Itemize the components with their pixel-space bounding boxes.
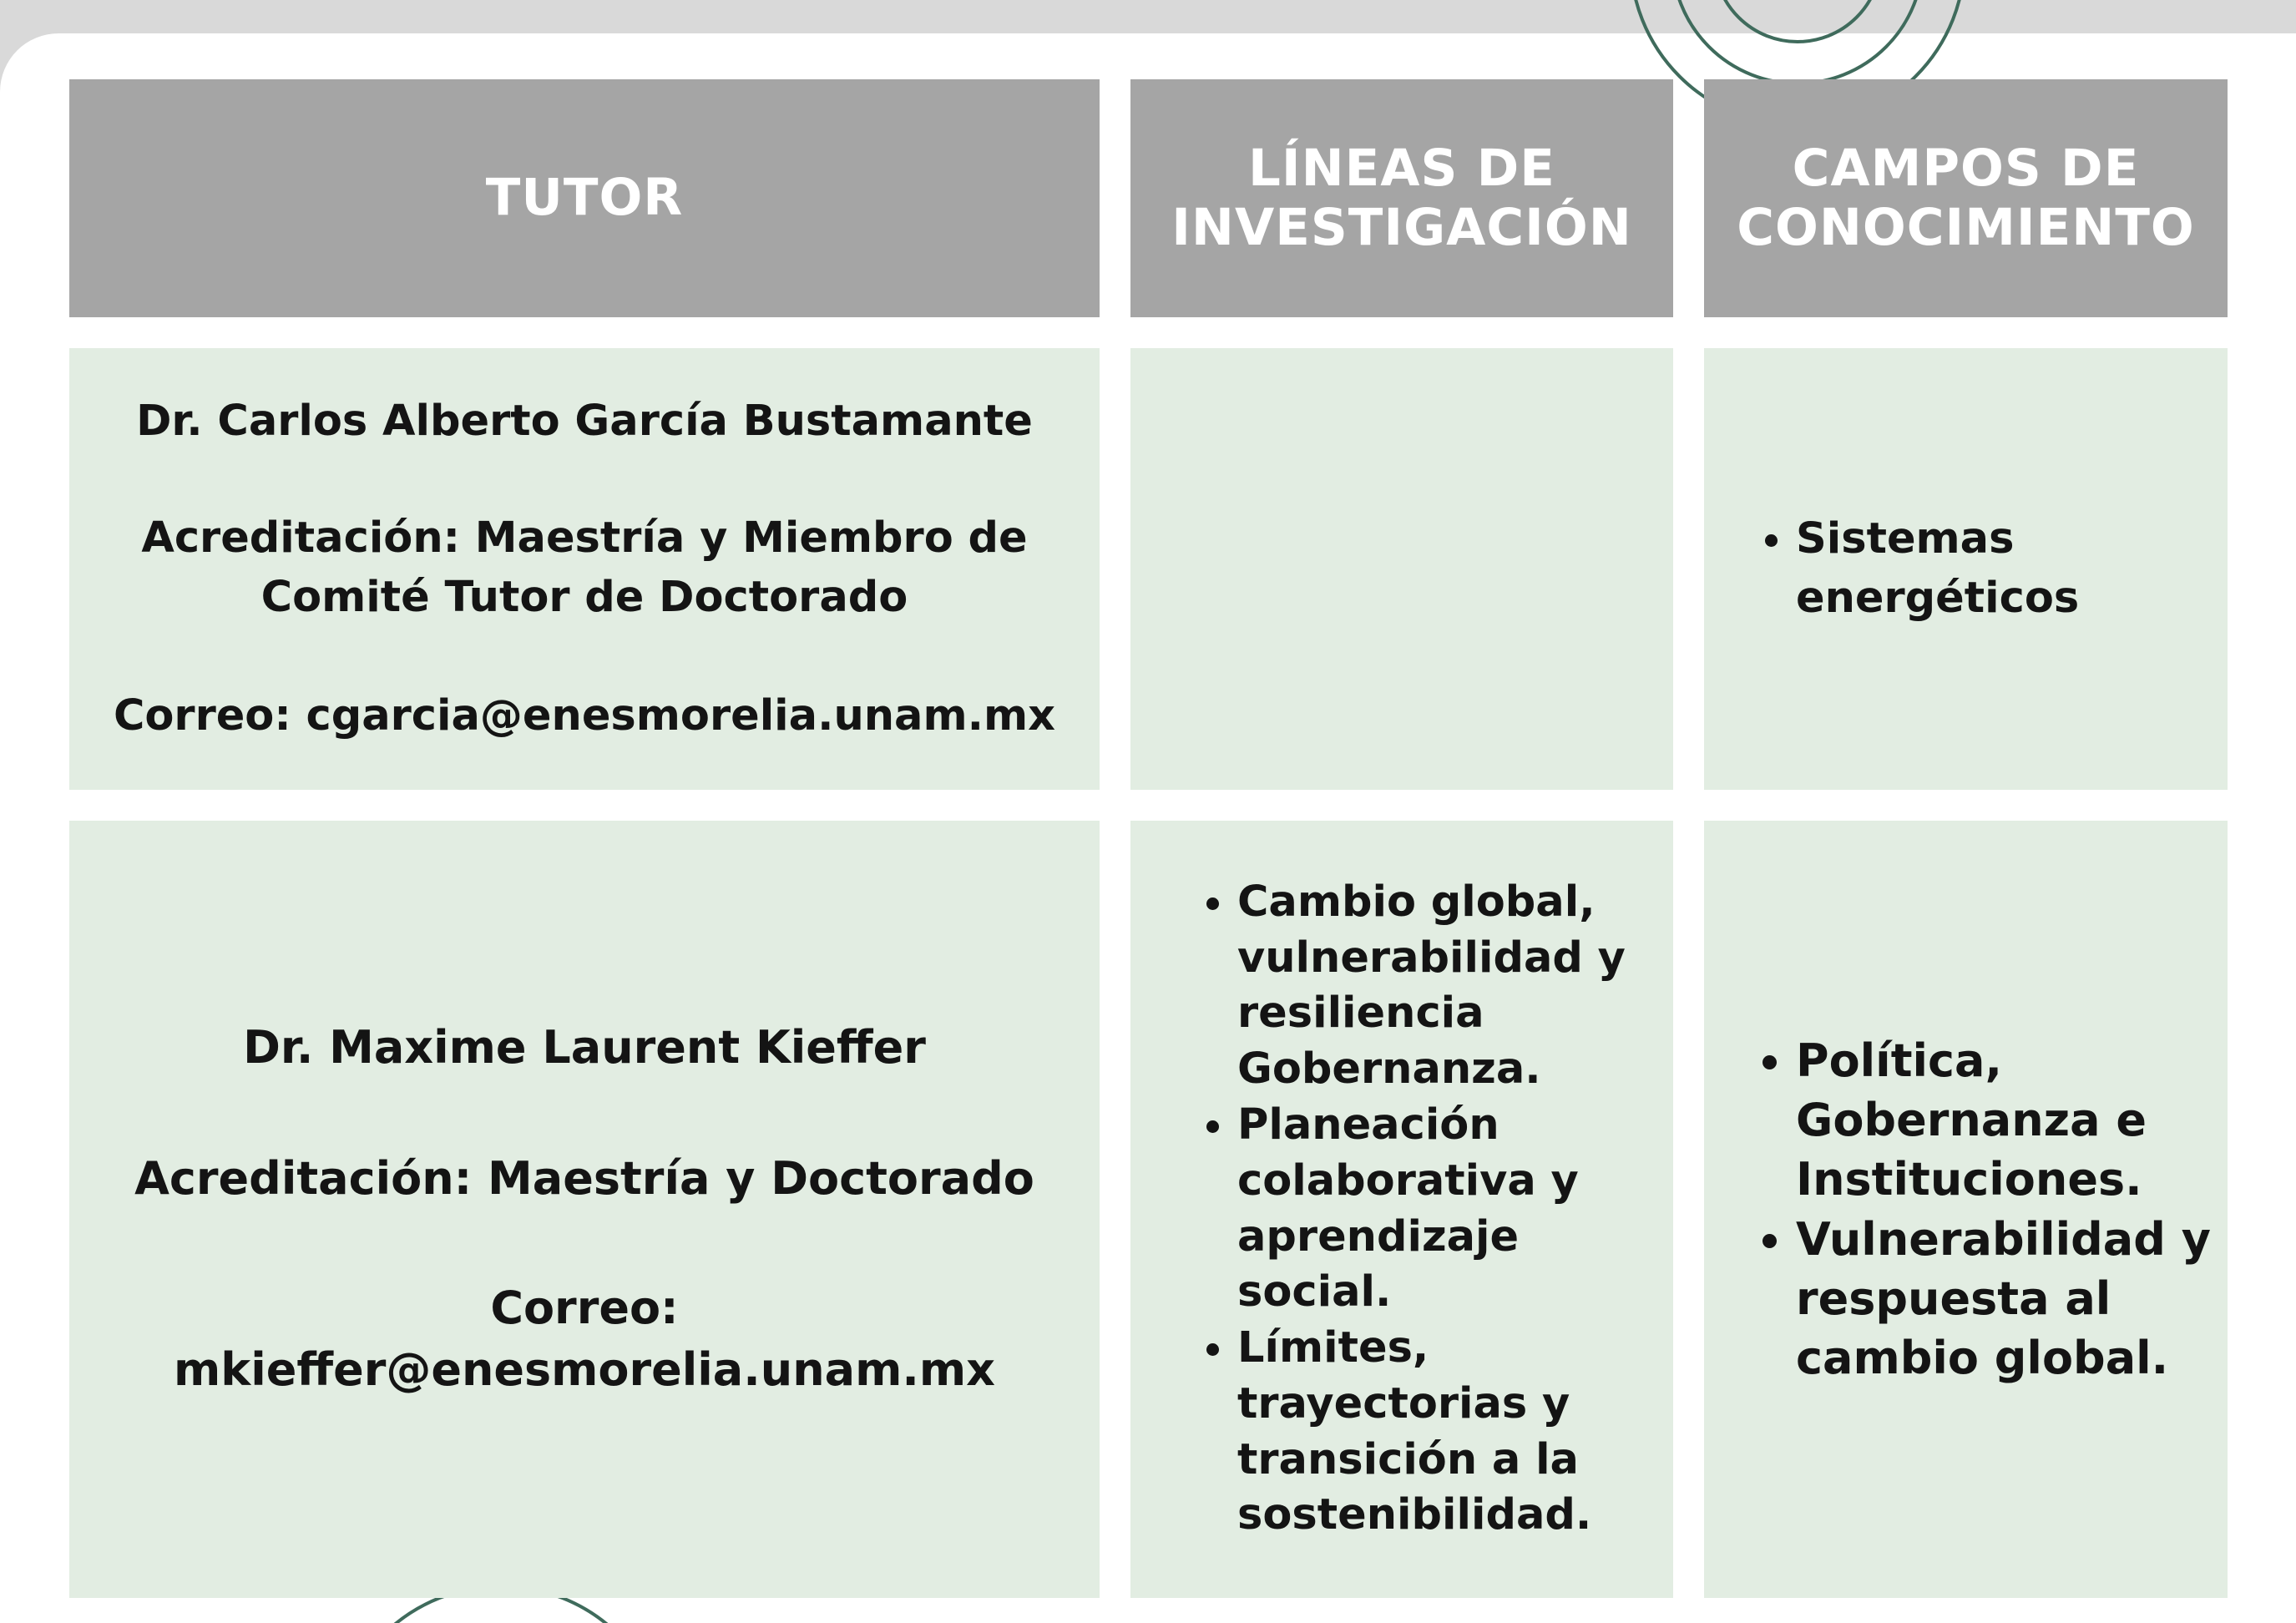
- header-campos-line-1: CAMPOS DE: [1792, 139, 2140, 199]
- header-lineas-label: [1171, 139, 1632, 256]
- list-item: • Vulnerabilidad y respuesta al cambio global.: [1796, 1210, 2228, 1388]
- tutor-acreditacion-line-2: Comité Tutor de Doctorado: [260, 572, 908, 622]
- row1-campos-list: [1747, 510, 2096, 628]
- tutor-correo-email: mkieffer@enesmorelia.unam.mx: [174, 1343, 995, 1397]
- header-campos: [1704, 79, 2228, 317]
- tutor-name: Dr. Maxime Laurent Kieffer: [243, 1021, 926, 1074]
- header-campos-line-2: CONOCIMIENTO: [1737, 197, 2195, 257]
- row2-campos-list: [1747, 1031, 2228, 1388]
- row1-tutor-cell: [69, 348, 1100, 790]
- header-lineas-line-2: INVESTIGACIÓN: [1171, 197, 1632, 257]
- list-item: • Planeación colaborativa y aprendizaje social.: [1237, 1098, 1671, 1321]
- header-lineas: [1130, 79, 1673, 317]
- row1-tutor-info: [114, 392, 1055, 746]
- header-lineas-line-1: LÍNEAS DE: [1248, 139, 1555, 199]
- tutor-acreditacion: Acreditación: Maestría y Doctorado: [134, 1151, 1034, 1205]
- tutor-name: Dr. Carlos Alberto García Bustamante: [136, 396, 1033, 446]
- list-item: • Política, Gobernanza e Instituciones.: [1796, 1031, 2228, 1210]
- row2-tutor-cell: [69, 821, 1100, 1598]
- header-tutor: [69, 79, 1100, 317]
- tutor-correo: Correo: cgarcia@enesmorelia.unam.mx: [113, 690, 1056, 741]
- row2-lineas-list: [1189, 875, 1671, 1545]
- header-campos-label: [1737, 139, 2195, 256]
- row2-lineas-cell: [1130, 821, 1673, 1598]
- list-item: • Límites, trayectorias y transición a la sostenibilidad.: [1237, 1321, 1671, 1544]
- row1-campos-cell: [1704, 348, 2228, 790]
- header-tutor-label: TUTOR: [485, 168, 684, 228]
- tutor-correo-label: Correo:: [490, 1281, 679, 1334]
- list-item: • Cambio global, vulnerabilidad y resiliencia Gobernanza.: [1237, 875, 1671, 1098]
- row2-campos-cell: [1704, 821, 2228, 1598]
- tutor-acreditacion-line-1: Acreditación: Maestría y Miembro de: [141, 513, 1028, 564]
- row2-tutor-info: [134, 1017, 1034, 1401]
- list-item: • Sistemas energéticos: [1796, 510, 2096, 628]
- row1-lineas-cell: [1130, 348, 1673, 790]
